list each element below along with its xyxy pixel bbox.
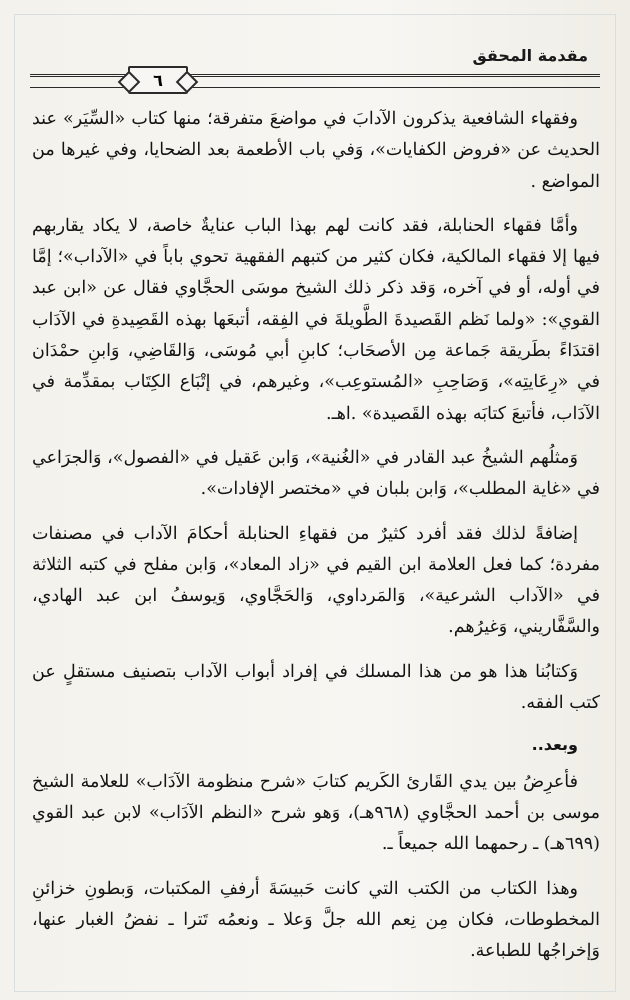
running-header-title: مقدمة المحقق bbox=[472, 46, 588, 65]
paragraph-this-book: وَكتابُنا هذا هو من هذا المسلك في إفراد أبواب الآداب بتصنيف مستقلٍ عن كتب الفقه. bbox=[32, 661, 600, 714]
page-body bbox=[32, 104, 600, 980]
page-header bbox=[22, 40, 600, 110]
header-rule bbox=[30, 74, 600, 88]
page-number-frame bbox=[128, 66, 188, 94]
paragraph-standalone-works: إضافةً لذلك فقد أفرد كثيرٌ من فقهاءِ الحنابلة أحكامَ الآداب في مصنفات مفردة؛ كما فعل العلامة ابن القيم في «زاد المعاد»، وَابن مفلح في كتبه الثلاثة في «الآداب الشرعية»، وَالمَرداوي، وَالحَجَّاوي، وَيوسفُ ابن عبد الهادي، والسَّفَّاريني، وَغيرُهم. bbox=[32, 523, 600, 638]
page-number: ٦ bbox=[149, 71, 167, 90]
paragraph-hanbali: وأمَّا فقهاء الحنابلة، فقد كانت لهم بهذا الباب عنايةٌ خاصة، لا يكاد يقاربهم فيها إلا فقهاء المالكية، فكان كثير من كتبهم الفقهية تحوي باباً في «الآداب»؛ إمَّا في أوله، أو في آخره، وَقد ذكر ذلك الشيخ موسَى الحجَّاوي فقال عن «ابن عبد القوي»: «ولما نَظم القَصيدةَ الطَّويلةَ في الفِقه، أتبعَها بهذه القَصِيدةِ في الآدَاب اقتدَاءً بطَريقة جَماعة مِن الأصحَاب؛ كابنِ أبي مُوسَى، وَالقَاضِي، وَابنِ حمْدَان في «رِعَايتِه»، وَصَاحِبِ «المُستوعِب»، وغيرهم، في إتْبَاع الكِتَاب بمقدِّمة في الآدَاب، فأتبعَ كتابَه بهذه القَصيدة» .اهـ. bbox=[32, 215, 600, 424]
paragraph-presentation: فأعرِضُ بين يدي القَارئ الكَريم كتابَ «شرح منظومة الآدَاب» للعلامة الشيخ موسى بن أحمد الحجَّاوي (٩٦٨هـ)، وَهو شرح «النظم الآدَاب» لابن عبد القوي (٦٩٩هـ) ـ رحمهما الله جميعاً ـ. bbox=[32, 771, 600, 855]
paragraph-shafii: وفقهاء الشافعية يذكرون الآدابَ في مواضعَ متفرقة؛ منها كتاب «السِّيَر» عند الحديث عن «فروض الكفايات»، وَفي باب الأطعمة بعد الضحايا، وفي غيرها من المواضع . bbox=[32, 109, 600, 192]
paragraph-examples: وَمثلُهم الشيخُ عبد القادر في «الغُنية»، وَابن عَقيل في «الفصول»، وَالجرَاعي في «غاية المطلب»، وَابن بلبان في «مختصر الإفادات». bbox=[32, 447, 600, 500]
paragraph-manuscripts: وهذا الكتاب من الكتب التي كانت حَبيسَةَ أرففِ المكتبات، وَبطونِ خزائنِ المخطوطات، فكان مِن نِعم الله جلَّ وَعلا ـ ونعمُه تَترا ـ نفضُ الغبار عنها، وَإخراجُها للطباعة. bbox=[32, 878, 600, 962]
section-heading: وبعد.. bbox=[531, 735, 578, 755]
